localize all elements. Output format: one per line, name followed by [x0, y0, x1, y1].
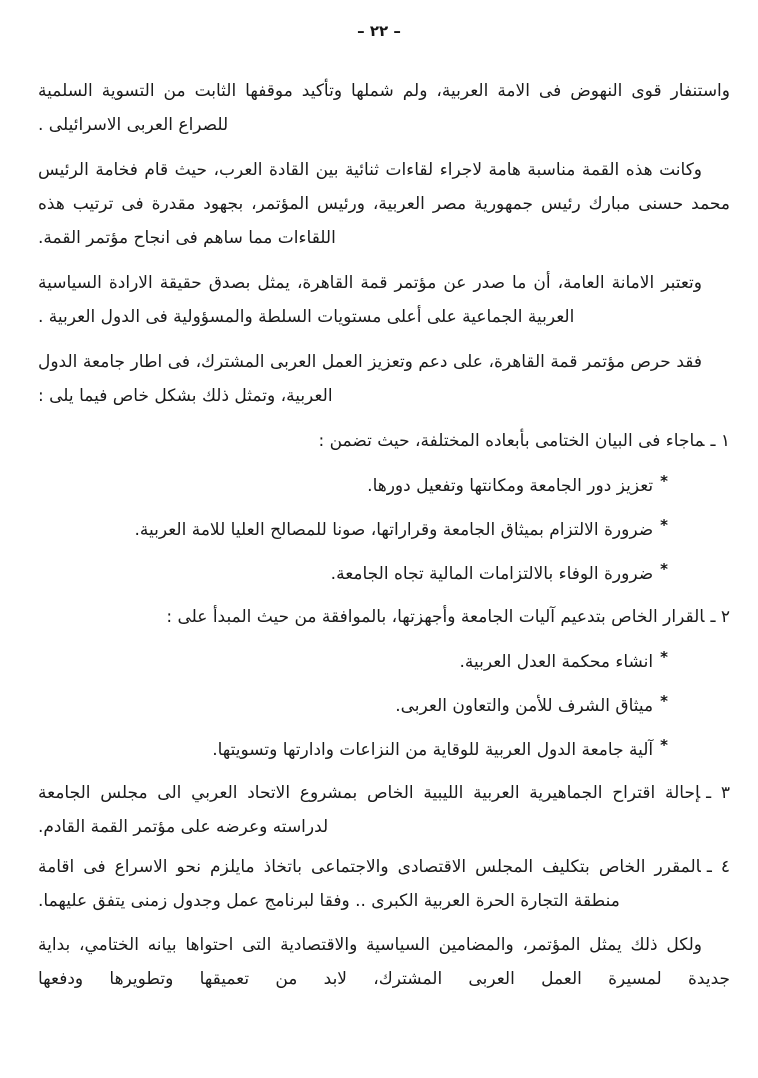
bullet-text: ضرورة الوفاء بالالتزامات المالية تجاه الجامعة. [330, 564, 654, 584]
asterisk-bullet-icon: * [660, 516, 668, 534]
paragraph-closing: ولكل ذلك يمثل المؤتمر، والمضامين السياسية والاقتصادية التى احتواها بيانه الختامي، بداية جديدة لمسيرة العمل العربى المشترك، لابد من تعميقها وتطويرها ودفعها [38, 935, 730, 989]
numbered-item-2 [38, 600, 730, 634]
numbered-item-1 [38, 424, 730, 458]
numbered-item-4 [38, 850, 730, 918]
asterisk-bullet-icon: * [660, 692, 668, 710]
bullet-text: تعزيز دور الجامعة ومكانتها وتفعيل دورها. [367, 476, 654, 496]
item-2-text: القرار الخاص بتدعيم آليات الجامعة وأجهزتها، بالموافقة من حيث المبدأ على : [166, 607, 705, 627]
bullet-item [38, 640, 668, 679]
bullet-text: ضرورة الالتزام بميثاق الجامعة وقراراتها، صونا للمصالح العليا للامة العربية. [134, 520, 654, 540]
bullet-list-2 [38, 640, 730, 767]
asterisk-bullet-icon: * [660, 648, 668, 666]
numbered-item-3 [38, 776, 730, 844]
paragraph-summit-meetings: وكانت هذه القمة مناسبة هامة لاجراء لقاءات ثنائية بين القادة العرب، حيث قام فخامة الرئيس محمد حسنى مبارك رئيس جمهورية مصر العربية، ورئيس المؤتمر، بجهود مقدرة فى ترتيب هذه اللقاءات مما ساهم فى انجاح مؤتمر القمة. [38, 160, 730, 248]
bullet-list-1 [38, 464, 730, 591]
bullet-item [38, 464, 668, 503]
bullet-text: ميثاق الشرف للأمن والتعاون العربى. [395, 696, 654, 716]
document-body [38, 74, 730, 1007]
asterisk-bullet-icon: * [660, 736, 668, 754]
asterisk-bullet-icon: * [660, 560, 668, 578]
item-3-number: ٣ ـ [706, 783, 730, 803]
paragraph-summit-support: فقد حرص مؤتمر قمة القاهرة، على دعم وتعزيز العمل العربى المشترك، فى اطار جامعة الدول العربية، وتمثل ذلك بشكل خاص فيما يلى : [38, 352, 702, 406]
bullet-item [38, 508, 668, 547]
bullet-item [38, 552, 668, 591]
bullet-text: انشاء محكمة العدل العربية. [459, 652, 654, 672]
item-4-text: المقرر الخاص بتكليف المجلس الاقتصادى والاجتماعى باتخاذ مايلزم نحو الاسراع فى اقامة منطقة التجارة الحرة العربية الكبرى .. وفقا لبرنامج عمل وجدول زمنى يتفق عليهما. [38, 857, 701, 911]
asterisk-bullet-icon: * [660, 472, 668, 490]
item-4-number: ٤ ـ [706, 857, 730, 877]
bullet-item [38, 684, 668, 723]
item-2-number: ٢ ـ [710, 607, 730, 627]
paragraph-continuation: واستنفار قوى النهوض فى الامة العربية، ولم شملها وتأكيد موقفها الثابت من التسوية السلمية للصراع العربى الاسرائيلى . [38, 81, 730, 135]
paragraph-general-secretariat: وتعتبر الامانة العامة، أن ما صدر عن مؤتمر قمة القاهرة، يمثل بصدق حقيقة الارادة السياسية العربية الجماعية على أعلى مستويات السلطة والمسؤولية فى الدول العربية . [38, 273, 702, 327]
item-1-number: ١ ـ [710, 431, 730, 451]
item-3-text: إحالة اقتراح الجماهيرية العربية الليبية الخاص بمشروع الاتحاد العربي الى مجلس الجامعة لدراسته وعرضه على مؤتمر القمة القادم. [38, 783, 701, 837]
item-1-text: ماجاء فى البيان الختامى بأبعاده المختلفة، حيث تضمن : [318, 431, 705, 451]
bullet-text: آلية جامعة الدول العربية للوقاية من النزاعات وادارتها وتسويتها. [212, 740, 654, 760]
bullet-item [38, 728, 668, 767]
page-number: – ٢٢ – [357, 22, 401, 40]
